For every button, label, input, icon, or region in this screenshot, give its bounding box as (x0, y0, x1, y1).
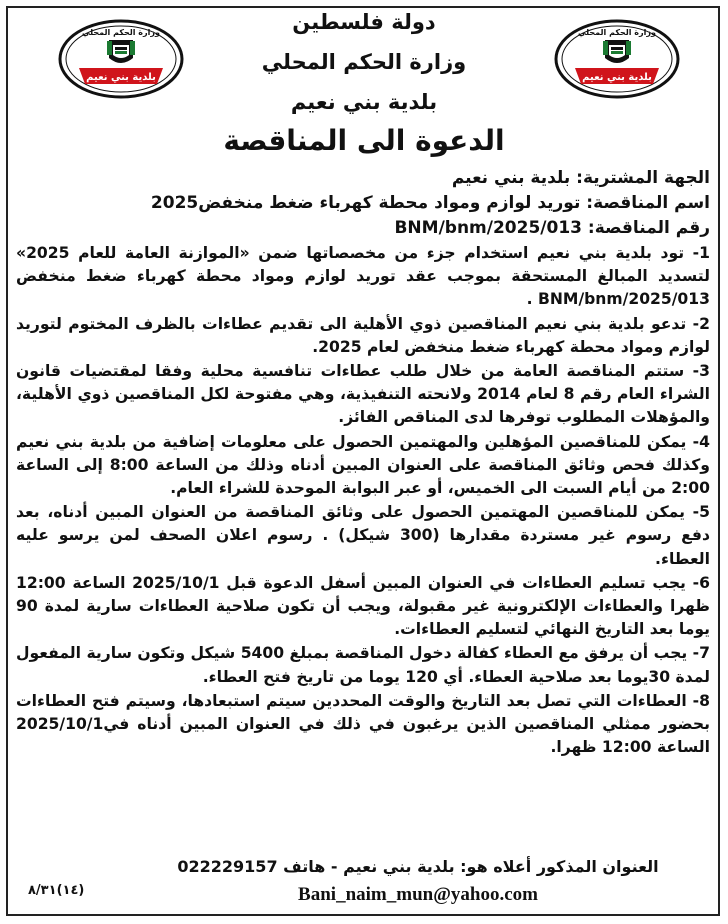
email-address[interactable]: Bani_naim_mun@yahoo.com (298, 884, 538, 905)
buyer-line: الجهة المشترية: بلدية بني نعيم (451, 168, 710, 188)
notice-item-6: 6- يجب تسليم العطاءات في العنوان المبين أسفل الدعوة قبل 2025/10/1 الساعة 12:00 ظهرا والعطاءات الإلكترونية غير مقبولة، ويجب أن تكون صلاحية العطاءات سارية لمدة 90 يوما بعد التاريخ النهائي لتسليم العطاءات. (16, 573, 710, 639)
letterhead (0, 0, 728, 160)
logo-bottom-text: بلدية بني نعيم (582, 72, 652, 83)
notice-item-3: 3- ستتم المناقصة العامة من خلال طلب عطاءات تنافسية محلية وفقا لمقتضيات قانون الشراء العام رقم 8 لعام 2014 ولانحته التنفيذية، وهي مفتوحة لكل المناقصين ذوي الأهلية، والمؤهلات المطلوب توفرها لدى المناقص الفائز. (16, 362, 710, 427)
country-name: دولة فلسطين (292, 10, 436, 34)
logo-top-text: وزارة الحكم المحلي (82, 28, 160, 37)
notice-item-8: 8- العطاءات التي تصل بعد التاريخ والوقت المحددين سيتم استبعادها، وسيتم فتح العطاءات بحضور ممثلي المناقصين الذين يرغبون في ذلك في العنوان المبين أدناه في2025/10/1 الساعة 12:00 ظهرا. (16, 691, 710, 757)
page-title: الدعوة الى المناقصة (223, 124, 505, 157)
tender-name-line: اسم المناقصة: توريد لوازم ومواد محطة كهرباء ضغط منخفض2025 (150, 193, 710, 213)
contact-footer (158, 854, 678, 908)
notice-item-5: 5- يمكن للمناقصين المهتمين الحصول على وثائق المناقصة من العنوان المبين أدناه، بعد دفع رسوم غير مستردة مقدارها (300 شيكل) . رسوم اعلان الصحف لمن يرسو عليه العطاء. (16, 503, 710, 568)
tender-notice-body (16, 166, 710, 759)
logo-top-text: وزارة الحكم المحلي (578, 28, 656, 37)
notice-item-1: 1- تود بلدية بني نعيم استخدام جزء من مخصصاتها ضمن «الموازنة العامة للعام 2025» لتسديد المبالغ المستحقة بموجب عقد توريد لوازم ومواد محطة كهرباء ضغط منخفض BNM/bnm/2025/013 . (16, 244, 710, 309)
notice-item-2: 2- تدعو بلدية بني نعيم المناقصين ذوي الأهلية الى تقديم عطاءات بالظرف المختوم لتوريد لوازم ومواد محطة كهرباء ضغط منخفض لعام 2025. (16, 314, 710, 356)
notice-item-7: 7- يجب أن يرفق مع العطاء كفالة دخول المناقصة بمبلغ 5400 شيكل وتكون سارية المفعول لمدة 30يوما بعد صلاحية العطاء. أي 120 يوما من تاريخ فتح العطاء. (16, 644, 710, 686)
notice-item-4: 4- يمكن للمناقصين المؤهلين والمهتمين الحصول على معلومات إضافية من بلدية بني نعيم وكذلك فحص وثائق المناقصة على العنوان المبين أدناه وذلك من الساعة 8:00 إلى الساعة 2:00 من أيام السبت الى الخميس، أو عبر البوابة الموحدة للشراء العام. (16, 432, 711, 498)
tender-number-line: رقم المناقصة: BNM/bnm/2025/013 (394, 218, 710, 238)
municipality-name: بلدية بني نعيم (290, 90, 438, 114)
address-phone-line: العنوان المذكور أعلاه هو: بلدية بني نعيم - هاتف 022229157 (177, 857, 659, 876)
publication-date: (١٤)٨/٣١ (28, 883, 85, 898)
logo-bottom-text: بلدية بني نعيم (86, 72, 156, 83)
ministry-name: وزارة الحكم المحلي (261, 50, 467, 74)
